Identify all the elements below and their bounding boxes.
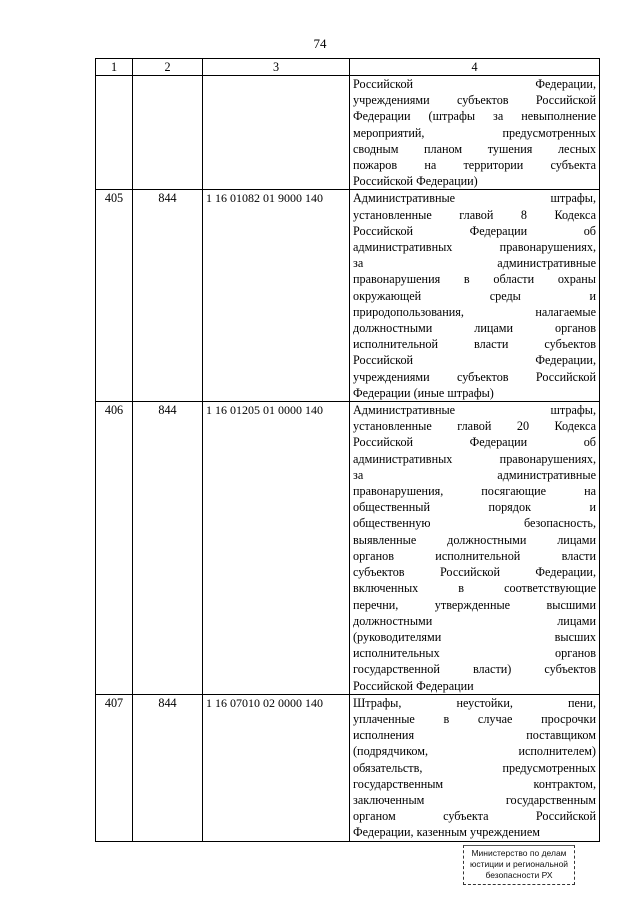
registration-stamp	[463, 845, 575, 885]
description-line: за административные	[353, 256, 596, 271]
description-line: установленные главой 8 Кодекса	[353, 207, 596, 222]
row-number-cell: 405	[96, 190, 133, 402]
description-line: выявленные должностными лицами	[353, 532, 596, 547]
description-line: Российской Федерации,	[353, 353, 596, 368]
description-line: государственным контрактом,	[353, 776, 596, 791]
description-line: правонарушения, посягающие на	[353, 484, 596, 499]
row-number-cell	[96, 76, 133, 190]
admin-code-cell: 844	[133, 402, 203, 695]
description-line: Российской Федерации об	[353, 223, 596, 238]
admin-code-cell: 844	[133, 694, 203, 841]
description-line: Российской Федерации,	[353, 77, 596, 91]
column-header: 4	[350, 59, 600, 76]
admin-code-cell	[133, 76, 203, 190]
kbk-code-cell: 1 16 01205 01 0000 140	[203, 402, 350, 695]
description-line: (подрядчиком, исполнителем)	[353, 744, 596, 759]
description-line: органов исполнительной власти	[353, 548, 596, 563]
description-line: субъектов Российской Федерации,	[353, 565, 596, 580]
description-cell	[350, 402, 600, 695]
description-line: административных правонарушениях,	[353, 451, 596, 466]
admin-code-cell: 844	[133, 190, 203, 402]
stamp-line: Министерство по делам	[471, 848, 567, 858]
table-row	[96, 694, 600, 841]
description-cell	[350, 76, 600, 190]
document-table	[95, 58, 600, 842]
row-number-cell: 407	[96, 694, 133, 841]
description-line: окружающей среды и	[353, 288, 596, 303]
column-header: 3	[203, 59, 350, 76]
description-line: сводным планом тушения лесных	[353, 141, 596, 156]
description-line: Российской Федерации)	[353, 174, 478, 189]
description-line: установленные главой 20 Кодекса	[353, 419, 596, 434]
page-number: 74	[313, 36, 327, 51]
kbk-code-cell: 1 16 07010 02 0000 140	[203, 694, 350, 841]
description-line: Федерации (иные штрафы)	[353, 385, 494, 400]
description-line: пожаров на территории субъекта	[353, 158, 596, 173]
description-line: исполнительной власти субъектов	[353, 337, 596, 352]
description-line: Административные штрафы,	[353, 403, 596, 418]
column-header: 2	[133, 59, 203, 76]
description-cell	[350, 190, 600, 402]
description-line: учреждениями субъектов Российской	[353, 93, 596, 108]
description-line: (руководителями высших	[353, 629, 596, 644]
description-line: учреждениями субъектов Российской	[353, 369, 596, 384]
description-line: включенных в соответствующие	[353, 581, 596, 596]
description-line: общественную безопасность,	[353, 516, 596, 531]
description-line: государственной власти) субъектов	[353, 662, 596, 677]
description-line: органом субъекта Российской	[353, 809, 596, 824]
description-line: Российской Федерации об	[353, 435, 596, 450]
description-line: Административные штрафы,	[353, 191, 596, 206]
description-line: заключенным государственным	[353, 792, 596, 807]
description-line: должностными лицами органов	[353, 321, 596, 336]
description-line: природопользования, налагаемые	[353, 304, 596, 319]
description-line: уплаченные в случае просрочки	[353, 711, 596, 726]
description-line: правонарушения в области охраны	[353, 272, 596, 287]
description-line: обязательств, предусмотренных	[353, 760, 596, 775]
description-line: Штрафы, неустойки, пени,	[353, 695, 596, 710]
description-line: за административные	[353, 467, 596, 482]
stamp-line: юстиции и региональной	[469, 859, 569, 869]
description-line: исполнения поставщиком	[353, 728, 596, 743]
description-line: мероприятий, предусмотренных	[353, 125, 596, 140]
description-line: Федерации (штрафы за невыполнение	[353, 109, 596, 124]
column-header: 1	[96, 59, 133, 76]
description-line: перечни, утвержденные высшими	[353, 597, 596, 612]
description-line: общественный порядок и	[353, 500, 596, 515]
description-line: административных правонарушениях,	[353, 240, 596, 255]
description-line: исполнительных органов	[353, 646, 596, 661]
description-line: Федерации, казенным учреждением	[353, 825, 540, 840]
description-line: должностными лицами	[353, 613, 596, 628]
table-row	[96, 190, 600, 402]
table-row	[96, 402, 600, 695]
stamp-line: безопасности РХ	[485, 870, 553, 880]
row-number-cell: 406	[96, 402, 133, 695]
description-cell	[350, 694, 600, 841]
kbk-code-cell: 1 16 01082 01 9000 140	[203, 190, 350, 402]
table-header-row	[96, 59, 600, 76]
description-line: Российской Федерации	[353, 678, 474, 693]
table-row	[96, 76, 600, 190]
kbk-code-cell	[203, 76, 350, 190]
